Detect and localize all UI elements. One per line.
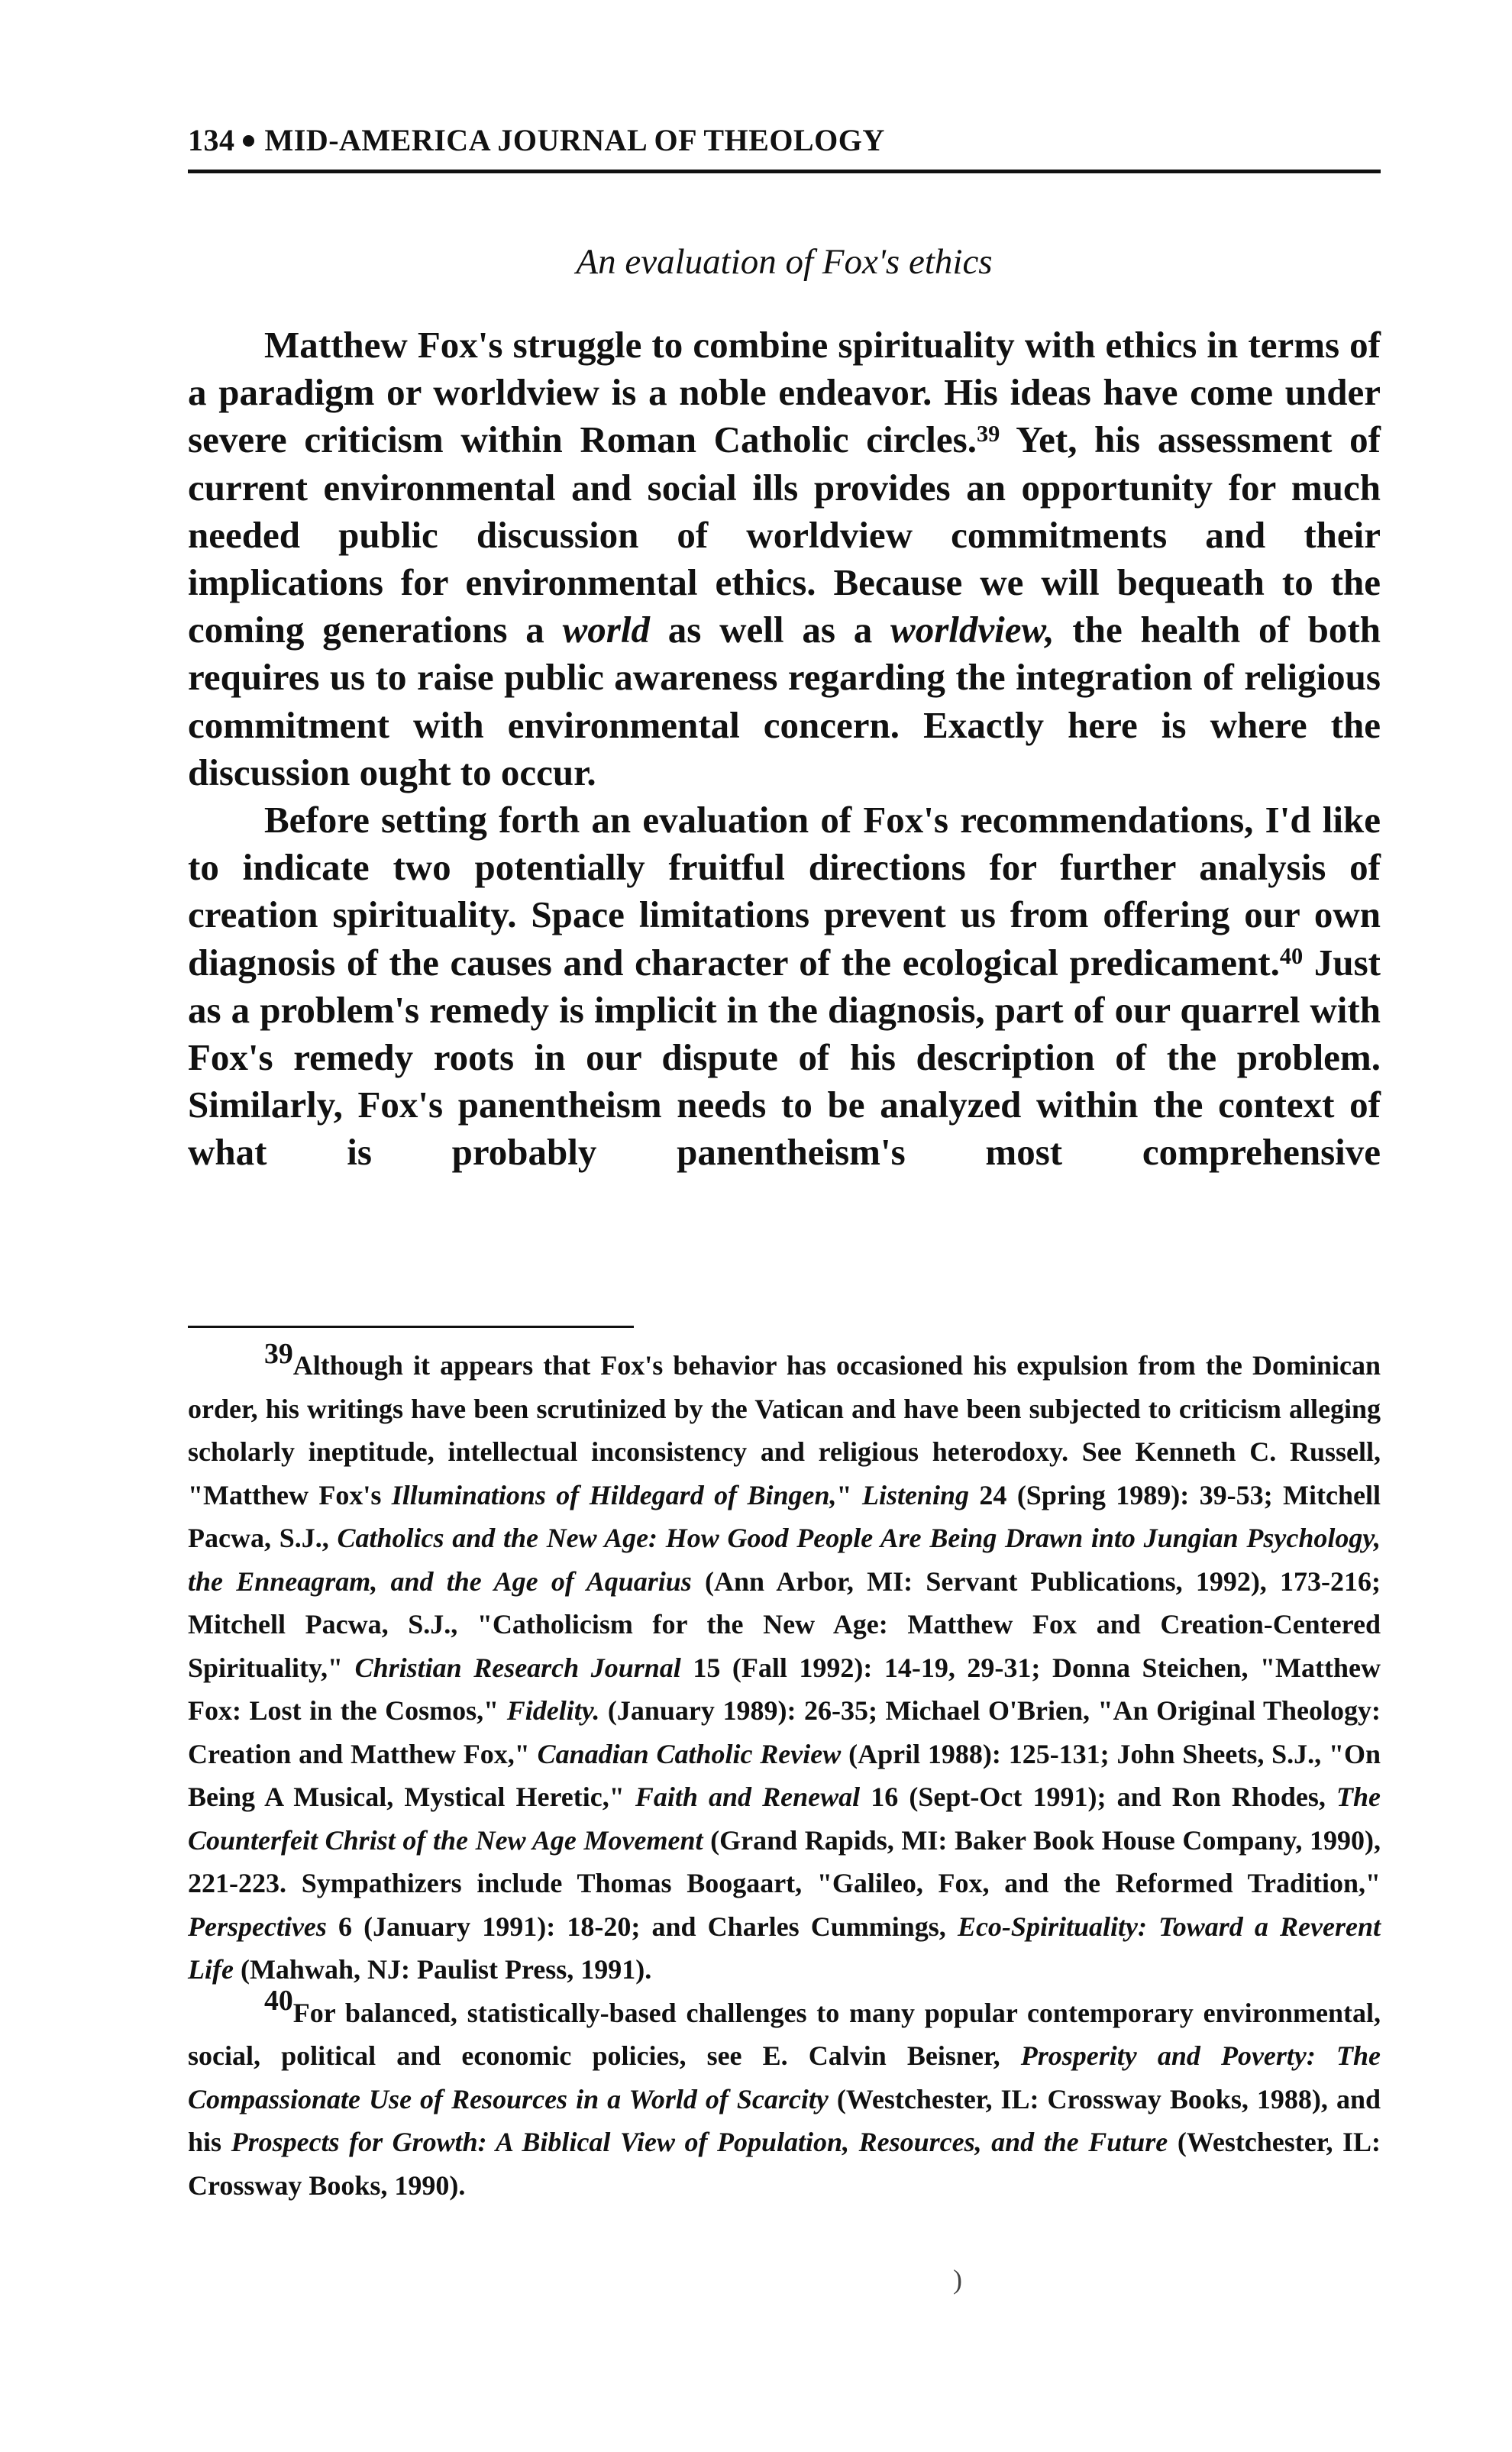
section-title: An evaluation of Fox's ethics [576,242,993,282]
running-head [188,122,1381,173]
fn39-text: (Grand Rapids, MI: Baker Book House Company, 1990), 221-223. Sympathizers include Thomas Boogaart, "Galileo, Fox, and the Reformed Tradition," [188,1824,1381,1898]
p1-text-d: the health of both requires us to raise public awareness regarding the integration of religious commitment with environmental concern. Exactly here is where the discussion ought to occur. [188,609,1381,793]
fn40-text: (Westchester, IL: Crossway Books, 1988), and his [188,2083,1381,2157]
bullet-icon [243,135,254,147]
footnotes [188,1337,1381,2207]
footnote-39-mark: 39 [264,1337,293,1370]
fn39-text: 15 (Fall 1992): 14-19, 29-31; Donna Steichen, "Matthew Fox: Lost in the Cosmos," [188,1652,1381,1726]
page [188,122,1381,1177]
fn39-title: Perspectives [188,1911,327,1942]
fn39-title: Listening [861,1479,969,1510]
fn40-title: Prosperity and Poverty: The Compassionate Use of Resources in a World of Scarcity [188,2040,1381,2114]
fn39-text: (January 1989): 26-35; Michael O'Brien, "An Original Theology: Creation and Matthew Fox," [188,1695,1381,1769]
paragraph-2 [188,796,1381,1177]
footnote-40 [188,1985,1381,2208]
fn40-text: (Westchester, IL: Crossway Books, 1990). [188,2127,1381,2201]
fn39-text: (Mahwah, NJ: Paulist Press, 1991). [233,1954,652,1985]
fn39-text: Although it appears that Fox's behavior has occasioned his expulsion from the Dominican order, his writings have been scrutinized by the Vatican and have been subjected to criticism alleging scholarly ineptitude, intellectual inconsistency and religious heterodoxy. See Kenneth C. Russell, "Matthew Fox's [188,1350,1381,1510]
fn39-title: Eco-Spirituality: Toward a Reverent Life [188,1911,1381,1985]
footnote-ref-39: 39 [976,420,1000,447]
fn40-title: Prospects for Growth: A Biblical View of Population, Resources, and the Future [231,2127,1168,2157]
p2-text-a: Before setting forth an evaluation of Fox's recommendations, I'd like to indicate two potentially fruitful directions for further analysis of creation spirituality. Space limitations prevent us from offering our own diagnosis of the causes and character of the ecological predicament. [188,799,1381,984]
fn39-title: Catholics and the New Age: How Good People Are Being Drawn into Jungian Psychology, the Enneagram, and the Age of Aquarius [188,1523,1381,1597]
p1-text-b: Yet, his assessment of current environmental and social ills provides an opportunity for much needed public discussion of worldview commitments and their implications for environmental ethics. Because we will bequeath to the coming generations a [188,418,1381,651]
body-text [188,321,1381,1177]
paragraph-1 [188,321,1381,796]
fn39-text: 24 (Spring 1989): 39-53; Mitchell Pacwa, S.J., [188,1479,1381,1553]
stray-mark: ) [953,2264,962,2295]
footnote-ref-40: 40 [1279,943,1304,970]
fn39-text: 6 (January 1991): 18-20; and Charles Cummings, [326,1911,958,1942]
journal-title: MID-AMERICA JOURNAL OF THEOLOGY [264,123,885,157]
fn39-title: Canadian Catholic Review [537,1738,842,1769]
p1-emphasis-world: world [562,609,650,651]
fn39-text: " [836,1479,862,1510]
footnote-40-mark: 40 [264,1985,293,2017]
footnote-rule [188,1326,634,1328]
fn39-title: The Counterfeit Christ of the New Age Movement [188,1782,1381,1856]
p1-text-c: as well as a [649,609,891,651]
fn39-title: Illuminations of Hildegard of Bingen, [391,1479,837,1510]
p1-text-a: Matthew Fox's struggle to combine spirituality with ethics in terms of a paradigm or worldview is a noble endeavor. His ideas have come under severe criticism within Roman Catholic circles. [188,324,1381,461]
footnote-39 [188,1337,1381,1992]
fn39-text: (Ann Arbor, MI: Servant Publications, 1992), 173-216; Mitchell Pacwa, S.J., "Catholicism for the New Age: Matthew Fox and Creation-Centered Spirituality," [188,1565,1381,1683]
fn39-title: Christian Research Journal [354,1652,681,1683]
fn39-title: Fidelity. [506,1695,600,1726]
p1-emphasis-worldview: worldview, [890,609,1055,651]
fn40-text: For balanced, statistically-based challenges to many popular contemporary environmental, social, political and economic policies, see E. Calvin Beisner, [188,1997,1381,2071]
fn39-title: Faith and Renewal [635,1782,861,1812]
page-number: 134 [188,123,235,157]
p2-text-b: Just as a problem's remedy is implicit in the diagnosis, part of our quarrel with Fox's remedy roots in our dispute of his description of the problem. Similarly, Fox's panentheism needs to be analyzed within the context of what is probably panentheism's most comprehensive [188,941,1381,1174]
fn39-text: (April 1988): 125-131; John Sheets, S.J., "On Being A Musical, Mystical Heretic," [188,1738,1381,1812]
fn39-text: 16 (Sept-Oct 1991); and Ron Rhodes, [860,1782,1337,1812]
